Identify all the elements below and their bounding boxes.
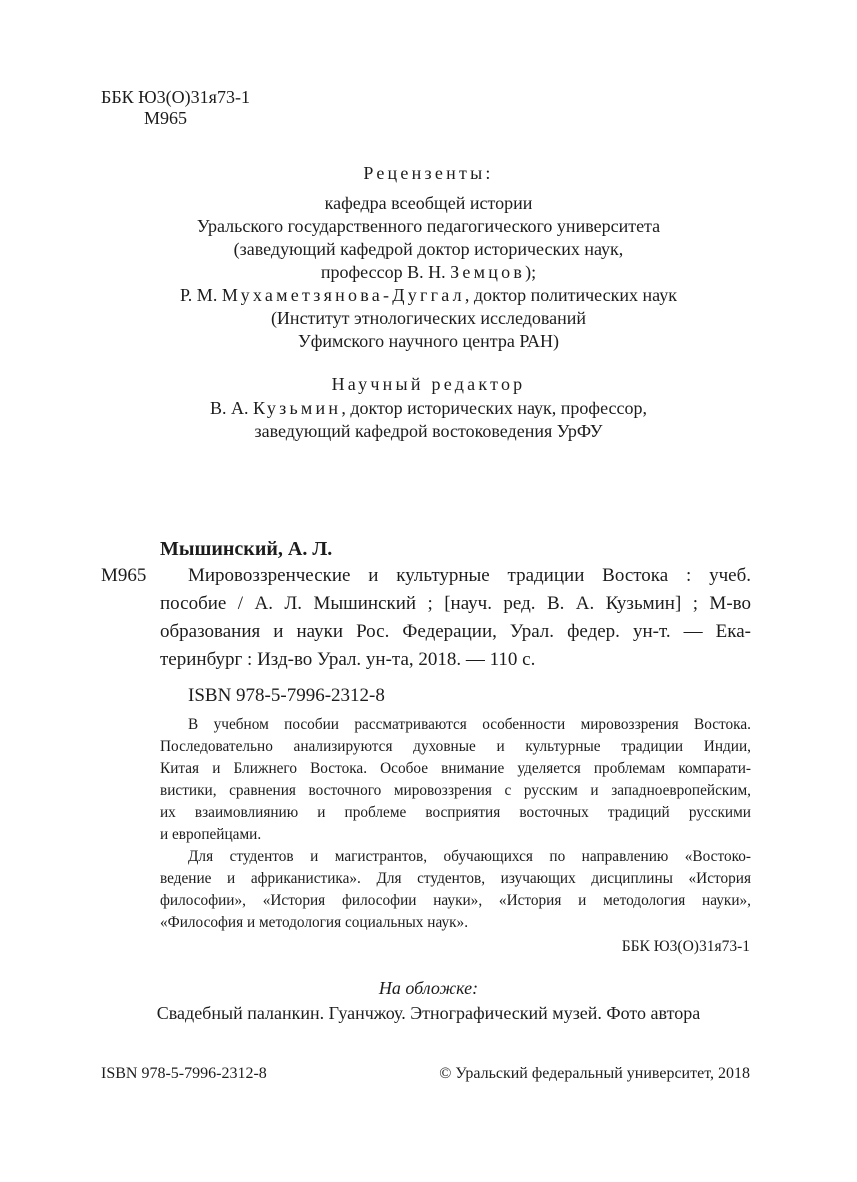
reviewer-name: Земцов	[450, 262, 526, 282]
annotation-line: их взаимовлиянию и проблеме восприятия восточных традиций русскими	[160, 804, 751, 821]
reviewer-line: кафедра всеобщей истории	[324, 193, 533, 213]
catalog-desc-line: теринбург : Изд-во Урал. ун-та, 2018. — 110 с.	[160, 649, 536, 670]
annotation-line: Китая и Ближнего Востока. Особое внимание уделяется проблемам компарати-	[160, 760, 751, 777]
editor-text: , доктор исторических наук, профессор,	[341, 398, 648, 418]
annotation-line: и европейцами.	[160, 826, 262, 843]
cover-caption: Свадебный паланкин. Гуанчжоу. Этнографический музей. Фото автора	[156, 1003, 701, 1023]
editor-name: Кузьмин	[253, 398, 342, 418]
annotation-line: философии», «История философии науки», «История и методология науки»,	[160, 892, 751, 909]
footer-isbn: ISBN 978-5-7996-2312-8	[101, 1065, 267, 1082]
reviewer-text: профессор В. Н.	[320, 262, 451, 282]
cutter-number: М965	[144, 108, 188, 128]
reviewer-text: , доктор политических наук	[464, 285, 677, 305]
catalog-desc-line: пособие / А. Л. Мышинский ; [науч. ред. В. А. Кузьмин] ; М-во	[160, 593, 751, 614]
reviewers-heading: Рецензенты:	[363, 163, 494, 183]
annotation-line: Последовательно анализируются духовные и культурные традиции Индии,	[160, 738, 751, 755]
reviewer-name: Мухаметзянова-Дуггал	[221, 285, 465, 305]
reviewer-line	[100, 285, 757, 306]
reviewer-text: );	[525, 262, 537, 282]
catalog-desc-line: образования и науки Рос. Федерации, Урал. федер. ун-т. — Ека-	[160, 621, 751, 642]
annotation-line: ведение и африканистика». Для студентов, изучающих дисциплины «История	[160, 870, 751, 887]
editor-line	[100, 398, 757, 419]
footer-copyright: © Уральский федеральный университет, 2018	[439, 1065, 750, 1082]
editor-text: В. А.	[209, 398, 253, 418]
reviewer-text: Р. М.	[180, 285, 222, 305]
catalog-author: Мышинский, А. Л.	[160, 538, 333, 560]
reviewer-line: (Институт этнологических исследований	[270, 308, 587, 328]
reviewer-line: Уфимского научного центра РАН)	[297, 331, 560, 351]
catalog-cutter: М965	[101, 565, 147, 586]
editor-line: заведующий кафедрой востоковедения УрФУ	[254, 421, 603, 441]
reviewer-line: (заведующий кафедрой доктор исторических наук,	[233, 239, 624, 259]
reviewer-line: Уральского государственного педагогического университета	[196, 216, 661, 236]
cover-heading: На обложке:	[378, 978, 479, 998]
annotation-line: «Философия и методология социальных наук».	[160, 914, 469, 931]
catalog-isbn: ISBN 978-5-7996-2312-8	[188, 685, 385, 706]
catalog-desc-line: Мировоззренческие и культурные традиции Востока : учеб.	[188, 565, 751, 586]
annotation-line: В учебном пособии рассматриваются особенности мировоззрения Востока.	[188, 716, 751, 733]
annotation-bbk: ББК Ю3(О)31я73-1	[621, 938, 750, 955]
reviewer-line	[100, 262, 757, 283]
annotation-line: Для студентов и магистрантов, обучающихся по направлению «Востоко-	[188, 848, 751, 865]
annotation-line: вистики, сравнения восточного мировоззрения с русским и западноевропейским,	[160, 782, 751, 799]
editor-heading: Научный редактор	[331, 374, 526, 394]
bbk-code: ББК Ю3(О)31я73-1	[101, 87, 250, 107]
